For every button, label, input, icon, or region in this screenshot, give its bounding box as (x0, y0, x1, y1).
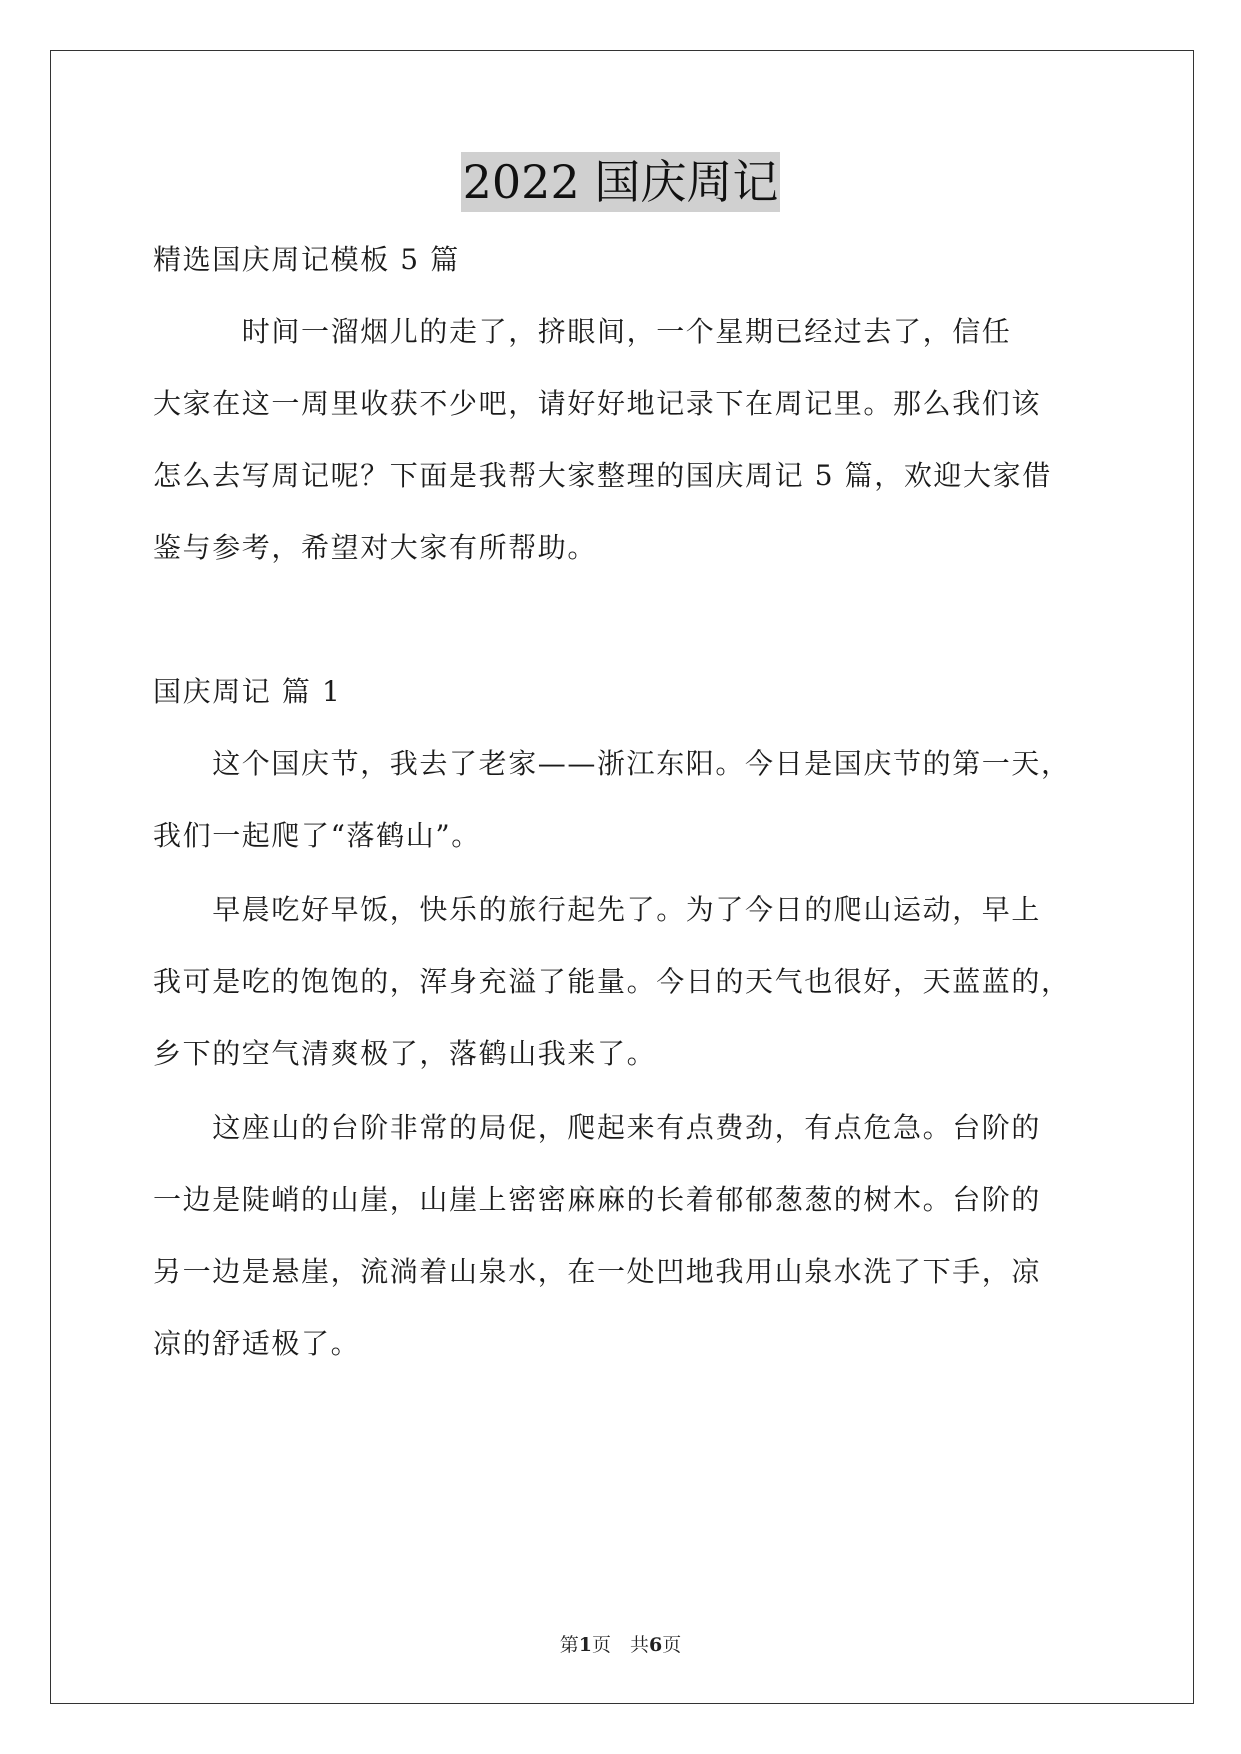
section-heading: 国庆周记 篇 1 (153, 675, 342, 708)
document-subtitle: 精选国庆周记模板 5 篇 (153, 243, 460, 276)
intro-line-2: 大家在这一周里收获不少吧，请好好地记录下在周记里。那么我们该 (153, 387, 1042, 420)
intro-line-4: 鉴与参考，希望对大家有所帮助。 (153, 531, 598, 564)
page-footer (0, 1630, 1241, 1657)
footer-page-number: 1 (578, 1634, 592, 1656)
body-line-5: 乡下的空气清爽极了，落鹤山我来了。 (153, 1037, 657, 1070)
intro-line-1: 时间一溜烟儿的走了，挤眼间，一个星期已经过去了，信任 (153, 315, 1012, 348)
body-line-3: 早晨吃好早饭，快乐的旅行起先了。为了今日的爬山运动，早上 (153, 893, 1042, 926)
footer-prefix: 第 (559, 1634, 579, 1656)
body-line-8: 另一边是悬崖，流淌着山泉水，在一处凹地我用山泉水洗了下手，凉 (153, 1255, 1042, 1288)
document-title: 2022 国庆周记 (461, 152, 781, 212)
body-line-4: 我可是吃的饱饱的，浑身充溢了能量。今日的天气也很好，天蓝蓝的， (153, 965, 1071, 998)
body-line-2: 我们一起爬了“落鹤山”。 (153, 819, 481, 852)
title-container (0, 152, 1241, 212)
intro-line-3: 怎么去写周记呢？下面是我帮大家整理的国庆周记 5 篇，欢迎大家借 (153, 459, 1052, 492)
body-line-6: 这座山的台阶非常的局促，爬起来有点费劲，有点危急。台阶的 (153, 1111, 1042, 1144)
body-line-9: 凉的舒适极了。 (153, 1327, 361, 1360)
page-border (50, 50, 1194, 1704)
footer-middle: 页 共 (591, 1634, 649, 1656)
footer-suffix: 页 (662, 1634, 682, 1656)
body-line-7: 一边是陡峭的山崖，山崖上密密麻麻的长着郁郁葱葱的树木。台阶的 (153, 1183, 1042, 1216)
body-line-1: 这个国庆节，我去了老家——浙江东阳。今日是国庆节的第一天， (153, 747, 1071, 780)
footer-total-pages: 6 (649, 1634, 663, 1656)
